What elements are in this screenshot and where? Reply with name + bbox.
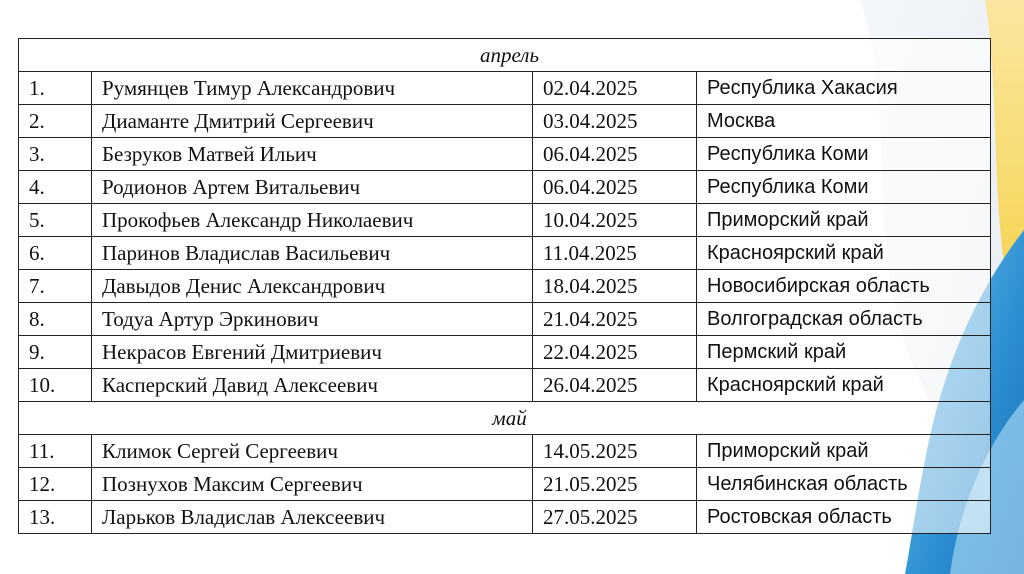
- row-number-cell: 3.: [19, 138, 92, 171]
- name-cell: Некрасов Евгений Дмитриевич: [92, 336, 533, 369]
- table-row: [19, 501, 991, 534]
- name-cell: Румянцев Тимур Александрович: [92, 72, 533, 105]
- schedule-table: [18, 38, 991, 534]
- table-row: [19, 270, 991, 303]
- table-row: [19, 435, 991, 468]
- row-number-cell: 10.: [19, 369, 92, 402]
- region-cell: Пермский край: [697, 336, 991, 369]
- row-number-cell: 5.: [19, 204, 92, 237]
- month-header-row: [19, 402, 991, 435]
- row-number-cell: 1.: [19, 72, 92, 105]
- table-row: [19, 171, 991, 204]
- name-cell: Касперский Давид Алексеевич: [92, 369, 533, 402]
- month-header-row: [19, 39, 991, 72]
- date-cell: 03.04.2025: [533, 105, 697, 138]
- date-cell: 06.04.2025: [533, 171, 697, 204]
- region-cell: Республика Коми: [697, 171, 991, 204]
- date-cell: 06.04.2025: [533, 138, 697, 171]
- name-cell: Паринов Владислав Васильевич: [92, 237, 533, 270]
- table-row: [19, 369, 991, 402]
- month-label: апрель: [19, 39, 991, 72]
- row-number-cell: 2.: [19, 105, 92, 138]
- table-row: [19, 336, 991, 369]
- region-cell: Республика Хакасия: [697, 72, 991, 105]
- row-number-cell: 8.: [19, 303, 92, 336]
- row-number-cell: 7.: [19, 270, 92, 303]
- date-cell: 21.05.2025: [533, 468, 697, 501]
- name-cell: Диаманте Дмитрий Сергеевич: [92, 105, 533, 138]
- name-cell: Прокофьев Александр Николаевич: [92, 204, 533, 237]
- table-row: [19, 72, 991, 105]
- row-number-cell: 12.: [19, 468, 92, 501]
- row-number-cell: 4.: [19, 171, 92, 204]
- region-cell: Красноярский край: [697, 237, 991, 270]
- date-cell: 11.04.2025: [533, 237, 697, 270]
- date-cell: 26.04.2025: [533, 369, 697, 402]
- name-cell: Давыдов Денис Александрович: [92, 270, 533, 303]
- table-row: [19, 237, 991, 270]
- region-cell: Новосибирская область: [697, 270, 991, 303]
- region-cell: Приморский край: [697, 435, 991, 468]
- region-cell: Красноярский край: [697, 369, 991, 402]
- date-cell: 27.05.2025: [533, 501, 697, 534]
- row-number-cell: 6.: [19, 237, 92, 270]
- date-cell: 18.04.2025: [533, 270, 697, 303]
- region-cell: Республика Коми: [697, 138, 991, 171]
- row-number-cell: 9.: [19, 336, 92, 369]
- region-cell: Челябинская область: [697, 468, 991, 501]
- name-cell: Ларьков Владислав Алексеевич: [92, 501, 533, 534]
- table-row: [19, 105, 991, 138]
- row-number-cell: 13.: [19, 501, 92, 534]
- date-cell: 22.04.2025: [533, 336, 697, 369]
- name-cell: Познухов Максим Сергеевич: [92, 468, 533, 501]
- table-row: [19, 468, 991, 501]
- month-label: май: [19, 402, 991, 435]
- date-cell: 14.05.2025: [533, 435, 697, 468]
- name-cell: Климок Сергей Сергеевич: [92, 435, 533, 468]
- table-row: [19, 303, 991, 336]
- region-cell: Волгоградская область: [697, 303, 991, 336]
- date-cell: 21.04.2025: [533, 303, 697, 336]
- region-cell: Ростовская область: [697, 501, 991, 534]
- name-cell: Безруков Матвей Ильич: [92, 138, 533, 171]
- date-cell: 02.04.2025: [533, 72, 697, 105]
- region-cell: Москва: [697, 105, 991, 138]
- name-cell: Родионов Артем Витальевич: [92, 171, 533, 204]
- row-number-cell: 11.: [19, 435, 92, 468]
- date-cell: 10.04.2025: [533, 204, 697, 237]
- table-row: [19, 204, 991, 237]
- name-cell: Тодуа Артур Эркинович: [92, 303, 533, 336]
- region-cell: Приморский край: [697, 204, 991, 237]
- table-row: [19, 138, 991, 171]
